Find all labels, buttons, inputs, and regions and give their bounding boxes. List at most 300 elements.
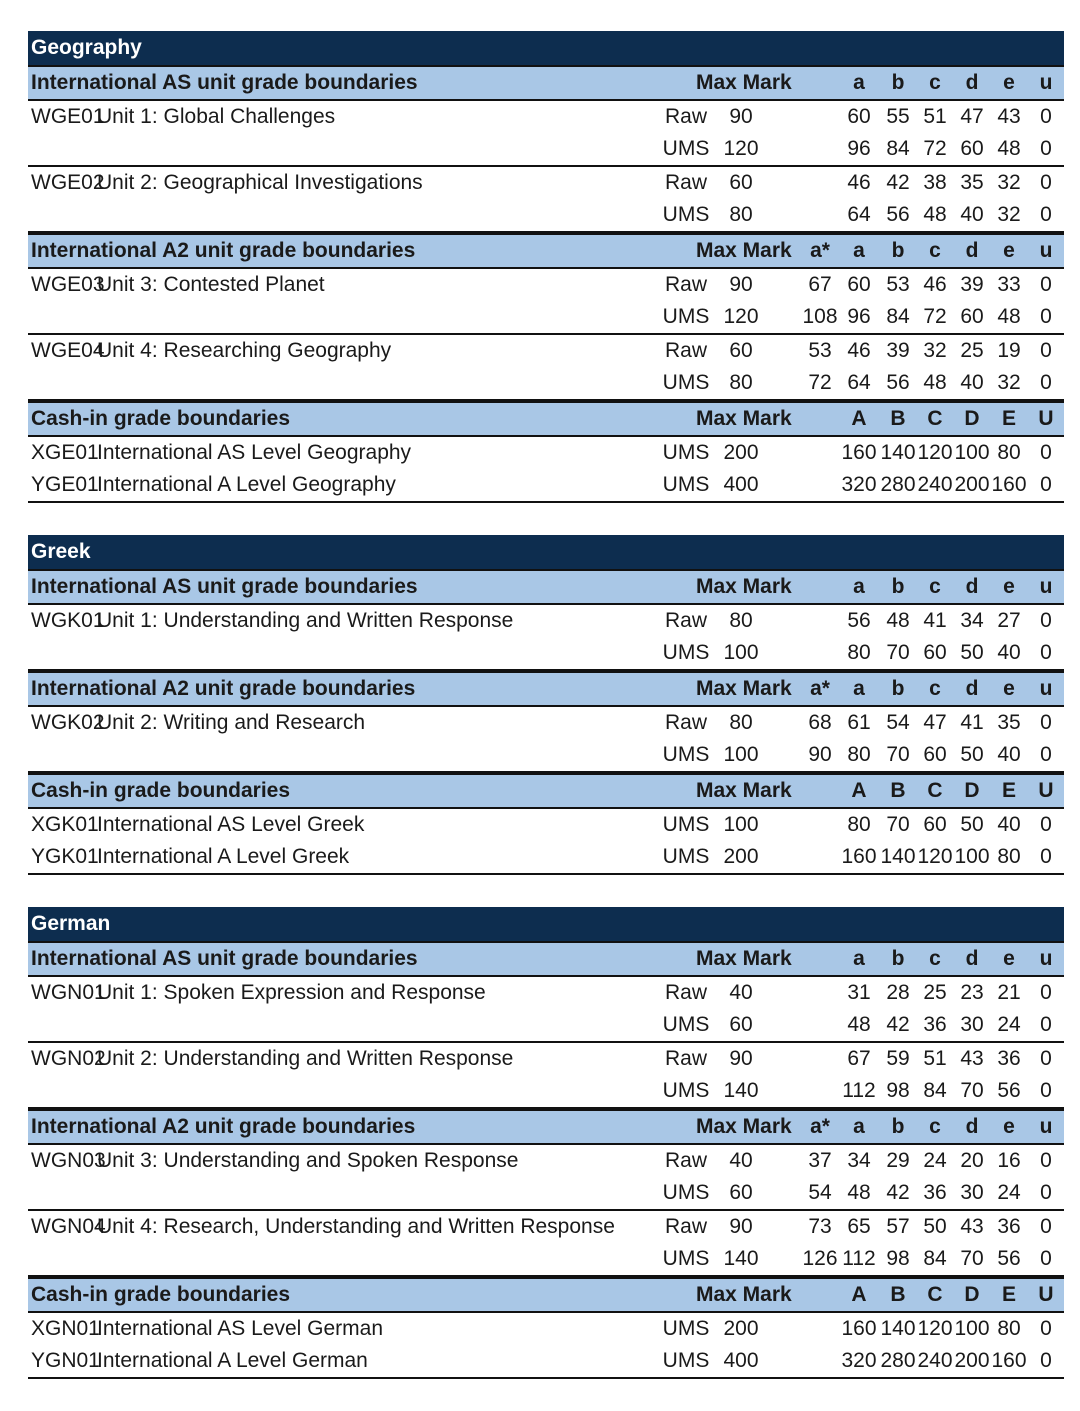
max-mark-value: 400 — [723, 1349, 759, 1372]
grade-value: 53 — [886, 273, 910, 296]
grade-value: 48 — [923, 203, 947, 226]
mark-type: UMS — [662, 473, 710, 496]
grade-value: 30 — [960, 1013, 984, 1036]
grade-header: A — [851, 1283, 867, 1306]
grade-value: 56 — [886, 203, 910, 226]
max-mark-value: 140 — [723, 1247, 759, 1270]
grade-header: d — [965, 71, 979, 94]
grade-value: 47 — [923, 711, 947, 734]
grade-header: d — [965, 1115, 979, 1138]
mark-type: UMS — [662, 1247, 710, 1270]
grade-header: b — [891, 575, 905, 598]
grade-header: c — [929, 239, 941, 262]
subject-title: German — [28, 907, 1064, 941]
max-mark-value: 90 — [729, 1215, 753, 1238]
grade-value: 40 — [997, 813, 1021, 836]
grade-value: 160 — [991, 473, 1027, 496]
section-header — [28, 671, 1064, 707]
table-row — [28, 977, 1064, 1009]
grade-value: 120 — [917, 845, 953, 868]
grade-value: 0 — [1040, 1215, 1052, 1238]
grade-header: a — [853, 575, 865, 598]
max-mark-header: Max Mark — [696, 407, 792, 430]
grade-header: b — [891, 947, 905, 970]
max-mark-value: 90 — [729, 273, 753, 296]
grade-value: 46 — [847, 339, 871, 362]
grade-value: 35 — [997, 711, 1021, 734]
grade-header: a* — [810, 1115, 830, 1138]
max-mark-value: 60 — [729, 339, 753, 362]
mark-type: Raw — [664, 711, 707, 734]
grade-value: 48 — [997, 305, 1021, 328]
grade-value: 72 — [808, 371, 832, 394]
mark-type: UMS — [662, 1181, 710, 1204]
grade-value: 37 — [808, 1149, 832, 1172]
grade-value: 56 — [847, 609, 871, 632]
max-mark-value: 90 — [729, 105, 753, 128]
unit-name: Unit 4: Researching Geography — [97, 339, 392, 362]
section-header — [28, 1277, 1064, 1313]
max-mark-value: 60 — [729, 1181, 753, 1204]
subject-block — [28, 535, 1064, 875]
grade-value: 84 — [923, 1247, 947, 1270]
grade-header: u — [1039, 677, 1053, 700]
unit-code: WGE02 — [31, 171, 105, 194]
unit-name: Unit 2: Geographical Investigations — [97, 171, 423, 194]
unit-code: XGN01 — [31, 1317, 100, 1340]
table-row — [28, 841, 1064, 875]
grade-value: 100 — [954, 845, 990, 868]
grade-value: 40 — [960, 203, 984, 226]
grade-value: 120 — [917, 441, 953, 464]
grade-header: C — [927, 1283, 943, 1306]
mark-type: UMS — [662, 371, 710, 394]
grade-value: 24 — [997, 1181, 1021, 1204]
unit-code: WGK01 — [31, 609, 105, 632]
grade-value: 200 — [954, 473, 990, 496]
mark-type: Raw — [664, 609, 707, 632]
max-mark-value: 100 — [723, 641, 759, 664]
grade-value: 98 — [886, 1247, 910, 1270]
table-row — [28, 1075, 1064, 1109]
mark-type: Raw — [664, 339, 707, 362]
max-mark-value: 90 — [729, 1047, 753, 1070]
mark-type: UMS — [662, 441, 710, 464]
mark-type: Raw — [664, 171, 707, 194]
max-mark-header: Max Mark — [696, 575, 792, 598]
grade-value: 84 — [923, 1079, 947, 1102]
unit-code: XGE01 — [31, 441, 99, 464]
grade-value: 240 — [917, 473, 953, 496]
grade-header: u — [1039, 575, 1053, 598]
table-row — [28, 1313, 1064, 1345]
section-header — [28, 941, 1064, 977]
unit-name: Unit 2: Understanding and Written Response — [97, 1047, 514, 1070]
grade-value: 84 — [886, 305, 910, 328]
grade-value: 0 — [1040, 171, 1052, 194]
grade-value: 60 — [923, 641, 947, 664]
grade-header: c — [929, 677, 941, 700]
max-mark-value: 80 — [729, 711, 753, 734]
unit-code: WGE04 — [31, 339, 105, 362]
unit-code: XGK01 — [31, 813, 99, 836]
grade-value: 48 — [847, 1181, 871, 1204]
grade-header: d — [965, 575, 979, 598]
grade-value: 0 — [1040, 1079, 1052, 1102]
unit-code: WGE01 — [31, 105, 105, 128]
mark-type: UMS — [662, 1317, 710, 1340]
grade-value: 48 — [847, 1013, 871, 1036]
mark-type: UMS — [662, 305, 710, 328]
grade-value: 280 — [880, 473, 916, 496]
grade-value: 0 — [1040, 1247, 1052, 1270]
unit-name: Unit 4: Research, Understanding and Written Response — [97, 1215, 615, 1238]
grade-value: 72 — [923, 305, 947, 328]
unit-name: International AS Level Geography — [97, 441, 412, 464]
grade-value: 16 — [997, 1149, 1021, 1172]
grade-value: 31 — [847, 981, 871, 1004]
grade-value: 43 — [960, 1215, 984, 1238]
grade-value: 80 — [847, 641, 871, 664]
table-row — [28, 1009, 1064, 1043]
section-title: Cash-in grade boundaries — [31, 1283, 291, 1306]
grade-value: 32 — [997, 171, 1021, 194]
grade-value: 0 — [1040, 137, 1052, 160]
grade-header: c — [929, 71, 941, 94]
max-mark-header: Max Mark — [696, 71, 792, 94]
grade-value: 0 — [1040, 305, 1052, 328]
grade-header: b — [891, 677, 905, 700]
subject-title: Greek — [28, 535, 1064, 569]
grade-value: 0 — [1040, 711, 1052, 734]
max-mark-value: 80 — [729, 371, 753, 394]
grade-value: 60 — [960, 305, 984, 328]
grade-value: 39 — [886, 339, 910, 362]
grade-header: c — [929, 947, 941, 970]
grade-value: 60 — [847, 105, 871, 128]
mark-type: UMS — [662, 203, 710, 226]
grade-value: 0 — [1040, 339, 1052, 362]
mark-type: UMS — [662, 137, 710, 160]
grade-header: e — [1003, 1115, 1015, 1138]
grade-header: A — [851, 407, 867, 430]
grade-value: 65 — [847, 1215, 871, 1238]
table-row — [28, 199, 1064, 233]
unit-name: Unit 1: Spoken Expression and Response — [97, 981, 486, 1004]
grade-header: d — [965, 677, 979, 700]
table-row — [28, 605, 1064, 637]
grade-header: b — [891, 239, 905, 262]
grade-value: 160 — [841, 1317, 877, 1340]
max-mark-value: 140 — [723, 1079, 759, 1102]
grade-value: 56 — [997, 1247, 1021, 1270]
grade-value: 56 — [886, 371, 910, 394]
grade-value: 32 — [923, 339, 947, 362]
max-mark-value: 120 — [723, 305, 759, 328]
mark-type: Raw — [664, 273, 707, 296]
table-row — [28, 269, 1064, 301]
unit-code: YGN01 — [31, 1349, 100, 1372]
grade-value: 0 — [1040, 473, 1052, 496]
grade-value: 50 — [960, 813, 984, 836]
grade-value: 36 — [997, 1215, 1021, 1238]
grade-value: 51 — [923, 105, 947, 128]
grade-value: 0 — [1040, 1013, 1052, 1036]
grade-header: d — [965, 947, 979, 970]
grade-value: 160 — [841, 441, 877, 464]
grade-value: 160 — [841, 845, 877, 868]
mark-type: Raw — [664, 1215, 707, 1238]
unit-code: YGK01 — [31, 845, 99, 868]
grade-value: 51 — [923, 1047, 947, 1070]
grade-value: 27 — [997, 609, 1021, 632]
grade-value: 47 — [960, 105, 984, 128]
grade-value: 80 — [997, 1317, 1021, 1340]
grade-value: 40 — [997, 743, 1021, 766]
grade-value: 64 — [847, 371, 871, 394]
table-row — [28, 1177, 1064, 1211]
unit-name: Unit 2: Writing and Research — [97, 711, 366, 734]
grade-value: 160 — [991, 1349, 1027, 1372]
grade-value: 67 — [847, 1047, 871, 1070]
grade-value: 53 — [808, 339, 832, 362]
max-mark-value: 200 — [723, 845, 759, 868]
table-row — [28, 367, 1064, 401]
grade-value: 34 — [847, 1149, 871, 1172]
grade-value: 98 — [886, 1079, 910, 1102]
grade-value: 50 — [960, 641, 984, 664]
grade-value: 48 — [886, 609, 910, 632]
grade-header: C — [927, 407, 943, 430]
grade-value: 50 — [923, 1215, 947, 1238]
grade-header: D — [964, 1283, 980, 1306]
max-mark-value: 80 — [729, 203, 753, 226]
grade-value: 35 — [960, 171, 984, 194]
grade-header: a — [853, 71, 865, 94]
table-row — [28, 437, 1064, 469]
grade-value: 55 — [886, 105, 910, 128]
max-mark-value: 200 — [723, 441, 759, 464]
table-row — [28, 101, 1064, 133]
subject-block — [28, 31, 1064, 503]
grade-value: 0 — [1040, 981, 1052, 1004]
grade-value: 59 — [886, 1047, 910, 1070]
grade-value: 70 — [886, 743, 910, 766]
max-mark-value: 200 — [723, 1317, 759, 1340]
max-mark-header: Max Mark — [696, 677, 792, 700]
grade-header: d — [965, 239, 979, 262]
grade-value: 70 — [960, 1247, 984, 1270]
grade-header: U — [1038, 407, 1054, 430]
grade-header: e — [1003, 575, 1015, 598]
grade-value: 0 — [1040, 609, 1052, 632]
grade-header: c — [929, 575, 941, 598]
grade-header: u — [1039, 239, 1053, 262]
grade-value: 84 — [886, 137, 910, 160]
grade-value: 0 — [1040, 441, 1052, 464]
grade-value: 29 — [886, 1149, 910, 1172]
max-mark-value: 60 — [729, 171, 753, 194]
grade-value: 70 — [960, 1079, 984, 1102]
grade-header: B — [890, 779, 906, 802]
grade-value: 112 — [842, 1247, 876, 1270]
grade-boundaries-document — [28, 31, 1064, 1411]
grade-value: 0 — [1040, 641, 1052, 664]
grade-value: 72 — [923, 137, 947, 160]
grade-value: 19 — [997, 339, 1021, 362]
unit-name: Unit 1: Global Challenges — [97, 105, 336, 128]
grade-value: 80 — [997, 845, 1021, 868]
mark-type: UMS — [662, 641, 710, 664]
grade-value: 120 — [917, 1317, 953, 1340]
grade-header: u — [1039, 947, 1053, 970]
table-row — [28, 1211, 1064, 1243]
table-row — [28, 133, 1064, 167]
grade-value: 39 — [960, 273, 984, 296]
subject-block — [28, 907, 1064, 1379]
mark-type: UMS — [662, 813, 710, 836]
grade-value: 25 — [960, 339, 984, 362]
mark-type: Raw — [664, 105, 707, 128]
section-title: International AS unit grade boundaries — [31, 575, 418, 598]
table-row — [28, 335, 1064, 367]
grade-value: 36 — [923, 1013, 947, 1036]
section-header — [28, 233, 1064, 269]
unit-name: Unit 3: Understanding and Spoken Response — [97, 1149, 519, 1172]
grade-header: D — [964, 779, 980, 802]
grade-value: 24 — [923, 1149, 947, 1172]
unit-code: YGE01 — [31, 473, 99, 496]
grade-header: u — [1039, 1115, 1053, 1138]
section-title: International AS unit grade boundaries — [31, 947, 418, 970]
unit-name: International AS Level Greek — [97, 813, 365, 836]
grade-value: 36 — [997, 1047, 1021, 1070]
max-mark-value: 100 — [723, 743, 759, 766]
grade-value: 0 — [1040, 203, 1052, 226]
grade-value: 40 — [997, 641, 1021, 664]
grade-value: 96 — [847, 305, 871, 328]
grade-value: 112 — [842, 1079, 876, 1102]
grade-value: 42 — [886, 1181, 910, 1204]
grade-header: b — [891, 1115, 905, 1138]
grade-value: 60 — [960, 137, 984, 160]
unit-name: International A Level Geography — [97, 473, 396, 496]
unit-name: International A Level German — [97, 1349, 368, 1372]
max-mark-value: 400 — [723, 473, 759, 496]
grade-value: 60 — [923, 743, 947, 766]
grade-value: 43 — [997, 105, 1021, 128]
grade-value: 60 — [923, 813, 947, 836]
section-header — [28, 65, 1064, 101]
grade-value: 28 — [886, 981, 910, 1004]
grade-value: 32 — [997, 371, 1021, 394]
grade-value: 0 — [1040, 845, 1052, 868]
grade-value: 68 — [808, 711, 832, 734]
mark-type: UMS — [662, 1349, 710, 1372]
max-mark-header: Max Mark — [696, 1115, 792, 1138]
mark-type: UMS — [662, 1013, 710, 1036]
grade-value: 38 — [923, 171, 947, 194]
grade-value: 0 — [1040, 273, 1052, 296]
grade-header: a* — [810, 239, 830, 262]
grade-header: a — [853, 947, 865, 970]
mark-type: UMS — [662, 845, 710, 868]
section-header — [28, 569, 1064, 605]
grade-value: 0 — [1040, 743, 1052, 766]
grade-value: 21 — [997, 981, 1021, 1004]
grade-value: 0 — [1040, 1181, 1052, 1204]
unit-code: WGN02 — [31, 1047, 106, 1070]
table-row — [28, 1243, 1064, 1277]
grade-value: 23 — [960, 981, 984, 1004]
unit-code: WGN03 — [31, 1149, 106, 1172]
grade-value: 48 — [997, 137, 1021, 160]
table-row — [28, 809, 1064, 841]
grade-value: 34 — [960, 609, 984, 632]
grade-value: 80 — [847, 813, 871, 836]
grade-value: 61 — [847, 711, 871, 734]
grade-value: 25 — [923, 981, 947, 1004]
grade-header: E — [1001, 779, 1016, 802]
grade-value: 67 — [808, 273, 832, 296]
grade-value: 41 — [923, 609, 947, 632]
unit-name: Unit 1: Understanding and Written Response — [97, 609, 514, 632]
grade-value: 20 — [960, 1149, 984, 1172]
grade-value: 33 — [997, 273, 1021, 296]
grade-value: 64 — [847, 203, 871, 226]
grade-value: 0 — [1040, 105, 1052, 128]
grade-header: E — [1001, 1283, 1016, 1306]
unit-code: WGN04 — [31, 1215, 106, 1238]
grade-value: 54 — [886, 711, 910, 734]
grade-header: D — [964, 407, 980, 430]
grade-value: 80 — [847, 743, 871, 766]
grade-value: 320 — [841, 473, 877, 496]
grade-value: 100 — [954, 1317, 990, 1340]
unit-name: International A Level Greek — [97, 845, 350, 868]
unit-name: International AS Level German — [97, 1317, 384, 1340]
grade-value: 126 — [802, 1247, 838, 1270]
max-mark-header: Max Mark — [696, 947, 792, 970]
grade-value: 46 — [923, 273, 947, 296]
unit-code: WGN01 — [31, 981, 106, 1004]
max-mark-value: 120 — [723, 137, 759, 160]
grade-value: 0 — [1040, 1317, 1052, 1340]
grade-value: 36 — [923, 1181, 947, 1204]
subject-title: Geography — [28, 31, 1064, 65]
section-title: International A2 unit grade boundaries — [31, 1115, 416, 1138]
max-mark-header: Max Mark — [696, 779, 792, 802]
grade-value: 24 — [997, 1013, 1021, 1036]
section-header — [28, 773, 1064, 809]
unit-name: Unit 3: Contested Planet — [97, 273, 325, 296]
grade-value: 56 — [997, 1079, 1021, 1102]
grade-value: 80 — [997, 441, 1021, 464]
table-row — [28, 1345, 1064, 1379]
section-header — [28, 401, 1064, 437]
grade-value: 0 — [1040, 1349, 1052, 1372]
section-title: International A2 unit grade boundaries — [31, 677, 416, 700]
grade-value: 96 — [847, 137, 871, 160]
section-title: Cash-in grade boundaries — [31, 779, 291, 802]
grade-value: 108 — [802, 305, 838, 328]
grade-header: E — [1001, 407, 1016, 430]
grade-value: 90 — [808, 743, 832, 766]
grade-header: U — [1038, 779, 1054, 802]
grade-header: e — [1003, 947, 1015, 970]
table-row — [28, 469, 1064, 503]
grade-header: a — [853, 239, 865, 262]
